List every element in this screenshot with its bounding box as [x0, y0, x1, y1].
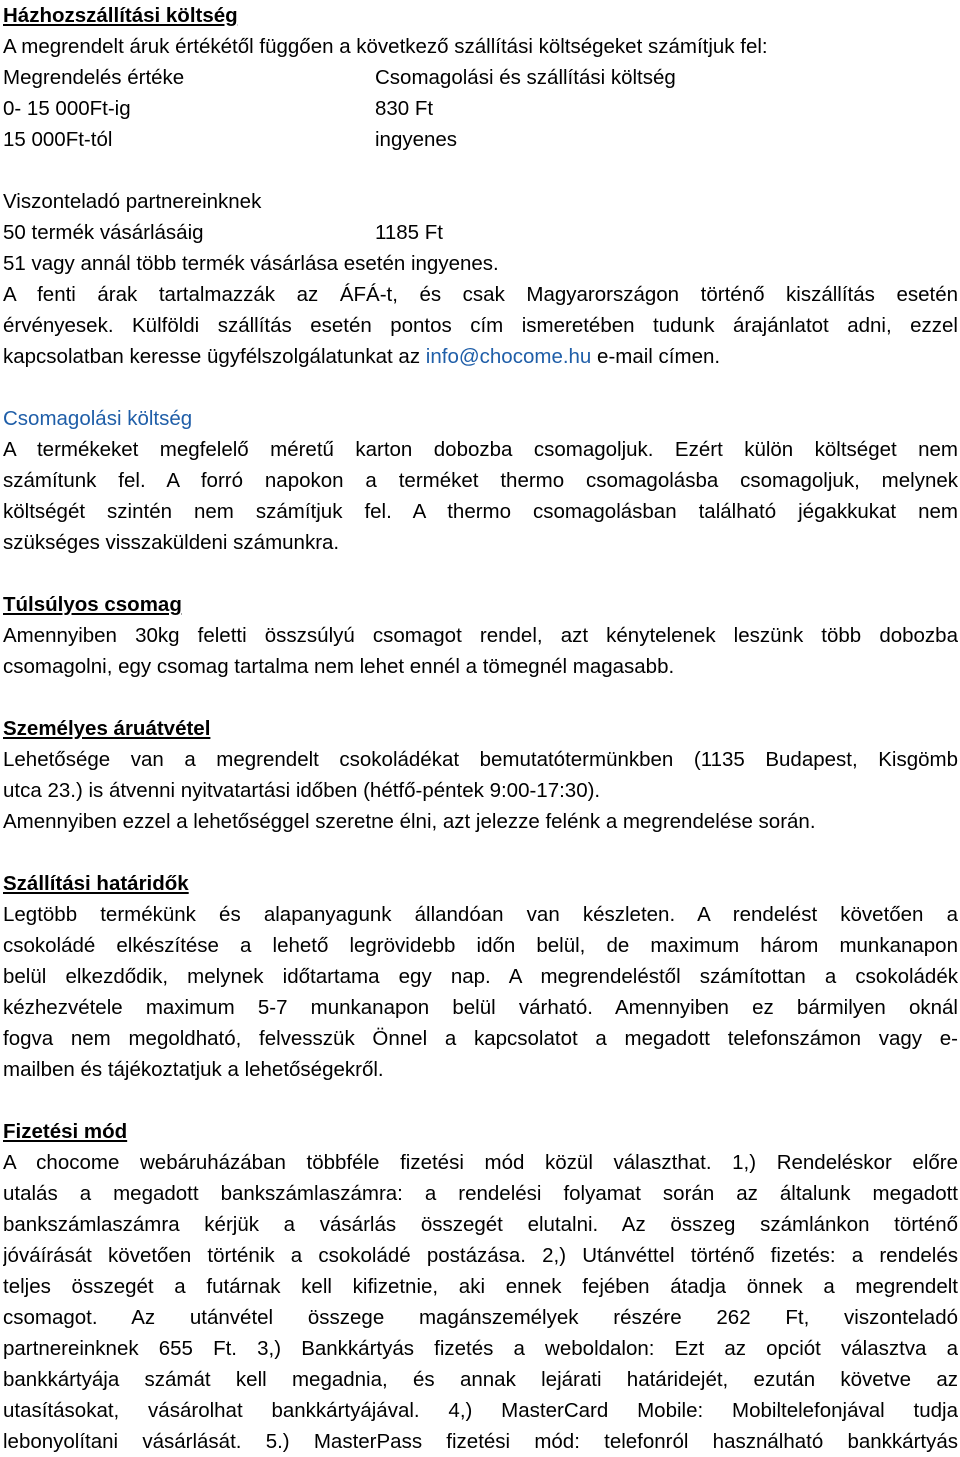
resellers-row-cost: 1185 Ft [375, 221, 443, 244]
contact-text-after: e-mail címen. [591, 345, 721, 368]
payment-line: A chocome webáruházában többféle fizetési mód közül választhat. 1,) Rendeléskor előre [3, 1151, 958, 1174]
shipping-header-cost: Csomagolási és szállítási költség [375, 66, 676, 89]
packaging-line-last: szükséges visszaküldeni számunkra. [3, 531, 340, 554]
packaging-line: költségét szintén nem számítjuk fel. A thermo csomagolásban található jégakkukat nem [3, 500, 958, 523]
vat-line: A fenti árak tartalmazzák az ÁFÁ-t, és csak Magyarországon történő kiszállítás esetén [3, 283, 958, 306]
pickup-line: Amennyiben ezzel a lehetőséggel szeretne élni, azt jelezze felénk a megrendelése során. [3, 810, 816, 833]
vat-line: érvényesek. Külföldi szállítás esetén pontos cím ismeretében tudunk árajánlatot adni, ezzel [3, 314, 958, 337]
contact-line [3, 341, 958, 372]
shipping-row [3, 93, 958, 124]
packaging-line: A termékeket megfelelő méretű karton dobozba csomagoljuk. Ezért külön költséget nem [3, 438, 958, 461]
shipping-row-value: 0- 15 000Ft-ig [3, 97, 131, 120]
overweight-line: Amennyiben 30kg feletti összsúlyú csomagot rendel, azt kénytelenek leszünk több dobozba [3, 624, 958, 647]
deadlines-line: Legtöbb termékünk és alapanyagunk állandóan van készleten. A rendelést követően a [3, 903, 958, 926]
shipping-row-value: 15 000Ft-tól [3, 128, 113, 151]
resellers-row-value: 50 termék vásárlásáig [3, 221, 204, 244]
shipping-row-cost: 830 Ft [375, 97, 434, 120]
section-title-payment: Fizetési mód [3, 1120, 128, 1143]
contact-email-link[interactable]: info@chocome.hu [425, 345, 592, 368]
section-title-overweight: Túlsúlyos csomag [3, 593, 182, 616]
payment-line: teljes összegét a futárnak kell kifizetnie, aki ennek fejében átadja önnek a megrendelt [3, 1275, 958, 1298]
resellers-row [3, 217, 958, 248]
deadlines-line: csokoládé elkészítése a lehető legrövidebb időn belül, de maximum három munkanapon [3, 934, 958, 957]
pickup-line: Lehetősége van a megrendelt csokoládékat bemutatótermünkben (1135 Budapest, Kisgömb [3, 748, 958, 771]
shipping-intro: A megrendelt áruk értékétől függően a következő szállítási költségeket számítjuk fel: [3, 35, 768, 58]
section-title-shipping: Házhozszállítási költség [3, 4, 238, 27]
payment-line: utalás a megadott bankszámlaszámra: a rendelési folyamat során az általunk megadott [3, 1182, 958, 1205]
deadlines-line: kézhezvétele maximum 5-7 munkanapon belül várható. Amennyiben ez bármilyen oknál [3, 996, 958, 1019]
pickup-line: utca 23.) is átvenni nyitvatartási időben (hétfő-péntek 9:00-17:30). [3, 779, 601, 802]
resellers-free-note: 51 vagy annál több termék vásárlása esetén ingyenes. [3, 252, 499, 275]
deadlines-line: belül elkezdődik, melynek időtartama egy nap. A megrendeléstől számítottan a csokoládék [3, 965, 958, 988]
payment-line: partnereinknek 655 Ft. 3,) Bankkártyás fizetés a weboldalon: Ezt az opciót választva a [3, 1337, 958, 1360]
section-title-deadlines: Szállítási határidők [3, 872, 189, 895]
overweight-line-last: csomagolni, egy csomag tartalma nem lehet ennél a tömegnél magasabb. [3, 655, 675, 678]
shipping-row [3, 124, 958, 155]
section-title-pickup: Személyes áruátvétel [3, 717, 211, 740]
document-page [3, 0, 958, 1457]
shipping-table-header [3, 62, 958, 93]
payment-line: utasításokat, vásárolhat bankkártyájával. 4,) MasterCard Mobile: Mobiltelefonjával tudja [3, 1399, 958, 1422]
shipping-header-value: Megrendelés értéke [3, 66, 185, 89]
deadlines-line-last: mailben és tájékoztatjuk a lehetőségekről. [3, 1058, 384, 1081]
payment-line: jóváírását követően történik a csokoládé postázása. 2,) Utánvéttel történő fizetés: a rendelés [3, 1244, 958, 1267]
payment-line: lebonyolítani vásárlását. 5.) MasterPass fizetési mód: telefonról használható bankkártyás [3, 1430, 958, 1453]
contact-text-before: kapcsolatban keresse ügyfélszolgálatunkat az [3, 345, 426, 368]
payment-line: bankszámlaszámra kérjük a vásárlás összegét elutalni. Az összeg számlánkon történő [3, 1213, 958, 1236]
shipping-row-cost: ingyenes [375, 128, 458, 151]
deadlines-line: fogva nem megoldható, felvesszük Önnel a kapcsolatot a megadott telefonszámon vagy e- [3, 1027, 958, 1050]
payment-line: csomagot. Az utánvétel összege magánszemélyek részére 262 Ft, viszonteladó [3, 1306, 958, 1329]
section-title-packaging: Csomagolási költség [3, 407, 193, 430]
payment-line: bankkártyája számát kell megadnia, és annak lejárati határidejét, ezután követve az [3, 1368, 958, 1391]
packaging-line: számítunk fel. A forró napokon a terméket thermo csomagolásba csomagoljuk, melynek [3, 469, 958, 492]
resellers-title: Viszonteladó partnereinknek [3, 190, 262, 213]
